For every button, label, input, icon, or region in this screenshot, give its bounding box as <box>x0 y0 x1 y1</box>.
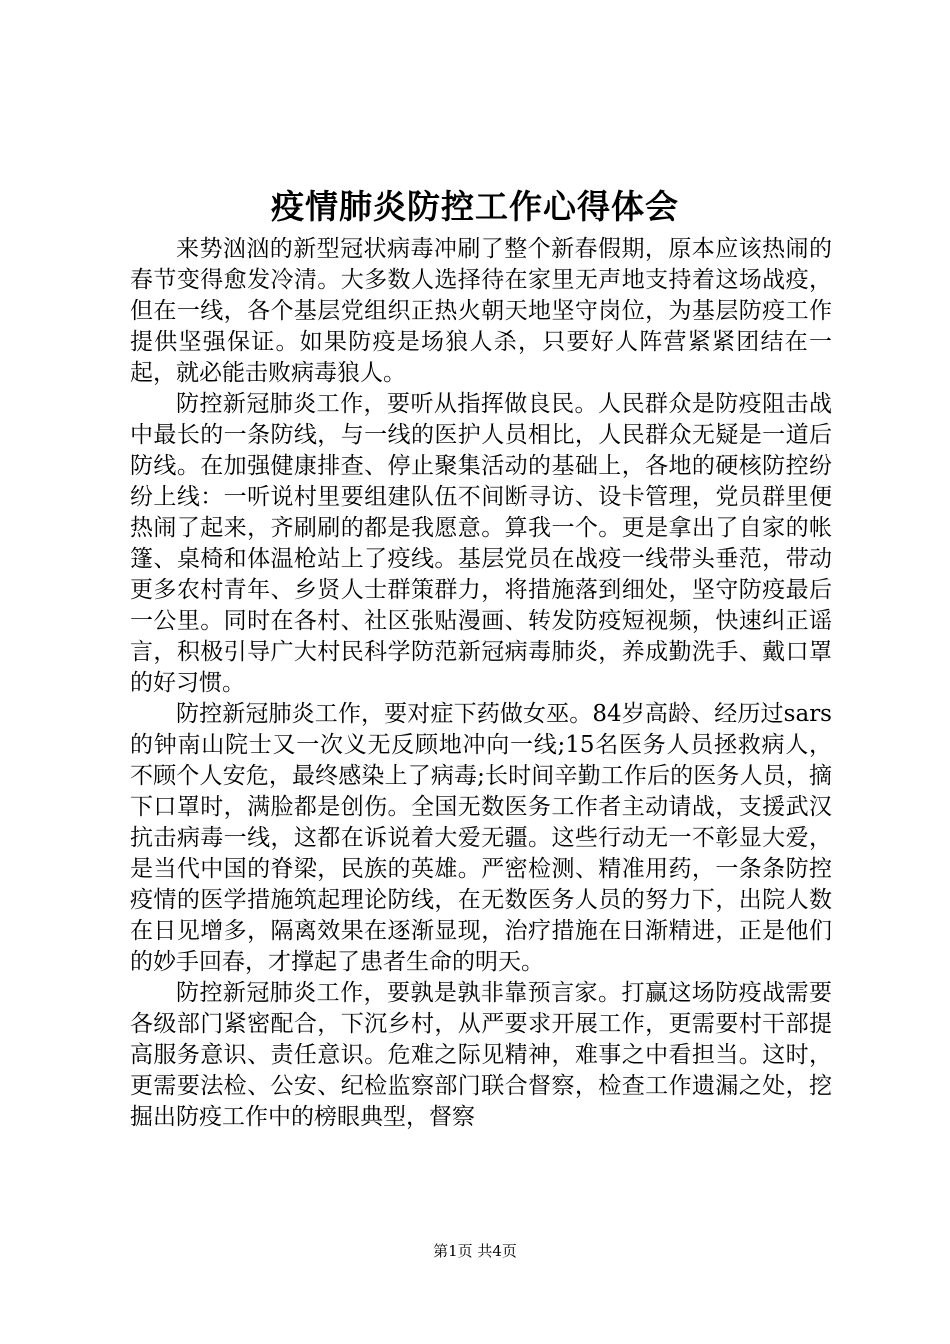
document-body <box>130 234 832 1133</box>
document-title: 疫情肺炎防控工作心得体会 <box>271 187 679 226</box>
paragraph-4: 防控新冠肺炎工作，要孰是孰非靠预言家。打赢这场防疫战需要各级部门紧密配合，下沉乡村，从严要求开展工作，更需要村干部提高服务意识、责任意识。危难之际见精神，难事之中看担当。这时，更需要法检、公安、纪检监察部门联合督察，检查工作遗漏之处，挖掘出防疫工作中的榜眼典型，督察 <box>130 980 832 1130</box>
paragraph-1: 来势汹汹的新型冠状病毒冲刷了整个新春假期，原本应该热闹的春节变得愈发冷清。大多数人选择待在家里无声地支持着这场战疫，但在一线，各个基层党组织正热火朝天地坚守岗位，为基层防疫工作提供坚强保证。如果防疫是场狼人杀，只要好人阵营紧紧团结在一起，就必能击败病毒狼人。 <box>130 236 832 386</box>
paragraph-3: 防控新冠肺炎工作，要对症下药做女巫。84岁高龄、经历过sars的钟南山院士又一次义无反顾地冲向一线;15名医务人员拯救病人，不顾个人安危，最终感染上了病毒;长时间辛勤工作后的医务人员，摘下口罩时，满脸都是创伤。全国无数医务工作者主动请战，支援武汉抗击病毒一线，这都在诉说着大爱无疆。这些行动无一不彰显大爱，是当代中国的脊梁，民族的英雄。严密检测、精准用药，一条条防控疫情的医学措施筑起理论防线，在无数医务人员的努力下，出院人数在日见增多，隔离效果在逐渐显现，治疗措施在日渐精进，正是他们的妙手回春，才撑起了患者生命的明天。 <box>130 701 832 975</box>
paragraph-2: 防控新冠肺炎工作，要听从指挥做良民。人民群众是防疫阻击战中最长的一条防线，与一线的医护人员相比，人民群众无疑是一道后防线。在加强健康排查、停止聚集活动的基础上，各地的硬核防控纷纷上线：一听说村里要组建队伍不间断寻访、设卡管理，党员群里便热闹了起来，齐刷刷的都是我愿意。算我一个。更是拿出了自家的帐篷、桌椅和体温枪站上了疫线。基层党员在战疫一线带头垂范，带动更多农村青年、乡贤人士群策群力，将措施落到细处，坚守防疫最后一公里。同时在各村、社区张贴漫画、转发防疫短视频，快速纠正谣言，积极引导广大村民科学防范新冠病毒肺炎，养成勤洗手、戴口罩的好习惯。 <box>130 391 832 696</box>
page-number-footer: 第1页 共4页 <box>433 1242 517 1260</box>
